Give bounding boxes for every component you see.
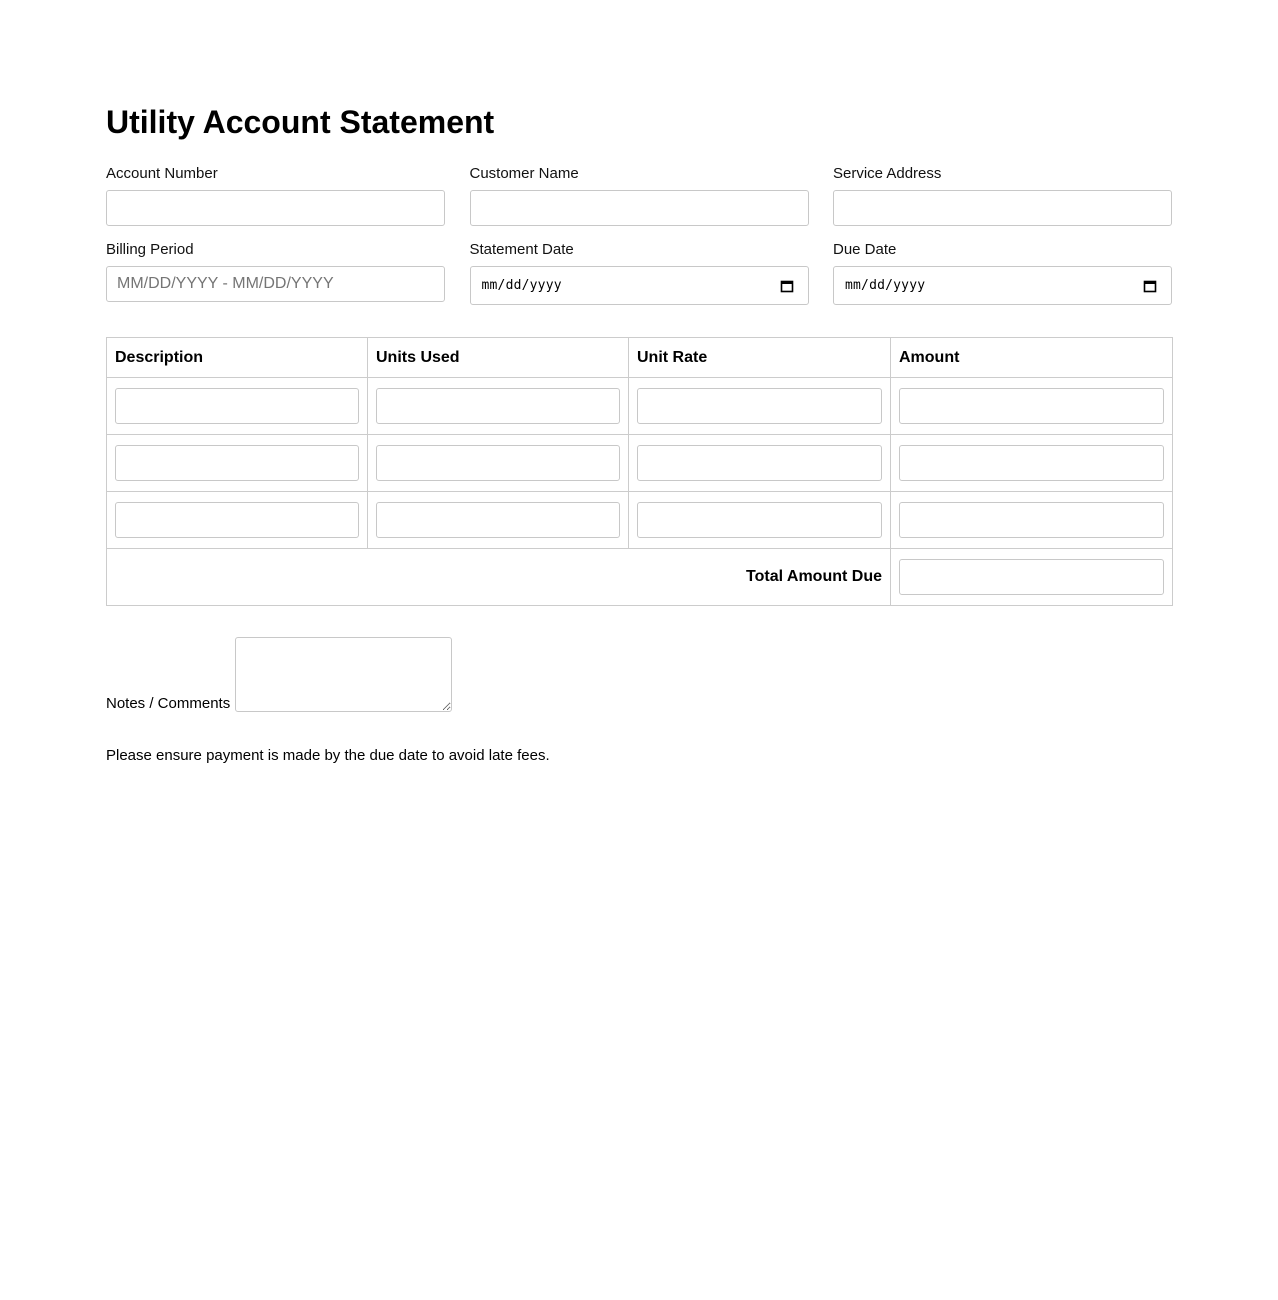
units-used-input[interactable] bbox=[376, 445, 620, 481]
amount-input[interactable] bbox=[899, 445, 1164, 481]
cell-description bbox=[107, 378, 368, 435]
customer-name-label: Customer Name bbox=[469, 165, 579, 182]
cell-description bbox=[107, 435, 368, 492]
customer-name-field-group bbox=[470, 165, 809, 226]
billing-period-field-group bbox=[106, 241, 445, 305]
account-number-input[interactable] bbox=[106, 190, 445, 226]
billing-period-label: Billing Period bbox=[106, 241, 194, 258]
cell-units-used bbox=[368, 435, 629, 492]
table-row bbox=[107, 378, 1173, 435]
notes-textarea[interactable] bbox=[235, 637, 452, 712]
statement-date-text: mm/dd/yyyy bbox=[481, 278, 562, 293]
unit-rate-input[interactable] bbox=[637, 445, 882, 481]
payment-reminder: Please ensure payment is made by the due date to avoid late fees. bbox=[106, 747, 550, 764]
page-title: Utility Account Statement bbox=[106, 104, 495, 140]
due-date-text: mm/dd/yyyy bbox=[845, 278, 926, 293]
notes-label: Notes / Comments bbox=[106, 695, 231, 712]
amount-input[interactable] bbox=[899, 388, 1164, 424]
cell-unit-rate bbox=[629, 378, 891, 435]
amount-input[interactable] bbox=[899, 502, 1164, 538]
due-date-input[interactable] bbox=[833, 266, 1172, 305]
service-address-label: Service Address bbox=[833, 165, 942, 182]
dates-row bbox=[106, 241, 1172, 305]
header-amount: Amount bbox=[891, 338, 1173, 378]
cell-unit-rate bbox=[629, 492, 891, 549]
cell-amount bbox=[891, 492, 1173, 549]
cell-amount bbox=[891, 435, 1173, 492]
statement-date-input[interactable] bbox=[470, 266, 809, 305]
account-info-row bbox=[106, 165, 1172, 226]
unit-rate-input[interactable] bbox=[637, 502, 882, 538]
charges-table bbox=[106, 337, 1173, 606]
description-input[interactable] bbox=[115, 445, 359, 481]
total-amount-due-input[interactable] bbox=[899, 559, 1164, 595]
header-description: Description bbox=[107, 338, 368, 378]
description-input[interactable] bbox=[115, 388, 359, 424]
statement-date-label: Statement Date bbox=[469, 241, 574, 258]
cell-units-used bbox=[368, 492, 629, 549]
total-amount-due-label: Total Amount Due bbox=[107, 549, 891, 606]
description-input[interactable] bbox=[115, 502, 359, 538]
table-row bbox=[107, 435, 1173, 492]
cell-description bbox=[107, 492, 368, 549]
header-units-used: Units Used bbox=[368, 338, 629, 378]
statement-date-field-group bbox=[470, 241, 809, 305]
cell-total bbox=[891, 549, 1173, 606]
calendar-icon[interactable] bbox=[1143, 279, 1157, 293]
service-address-field-group bbox=[833, 165, 1172, 226]
cell-amount bbox=[891, 378, 1173, 435]
cell-unit-rate bbox=[629, 435, 891, 492]
notes-section bbox=[106, 637, 452, 712]
due-date-field-group bbox=[833, 241, 1172, 305]
unit-rate-input[interactable] bbox=[637, 388, 882, 424]
units-used-input[interactable] bbox=[376, 388, 620, 424]
cell-units-used bbox=[368, 378, 629, 435]
account-number-field-group bbox=[106, 165, 445, 226]
table-row bbox=[107, 492, 1173, 549]
service-address-input[interactable] bbox=[833, 190, 1172, 226]
calendar-icon[interactable] bbox=[780, 279, 794, 293]
table-header-row bbox=[107, 338, 1173, 378]
header-unit-rate: Unit Rate bbox=[629, 338, 891, 378]
account-number-label: Account Number bbox=[106, 165, 218, 182]
due-date-label: Due Date bbox=[833, 241, 897, 258]
total-row bbox=[107, 549, 1173, 606]
customer-name-input[interactable] bbox=[470, 190, 809, 226]
billing-period-input[interactable] bbox=[106, 266, 445, 302]
units-used-input[interactable] bbox=[376, 502, 620, 538]
